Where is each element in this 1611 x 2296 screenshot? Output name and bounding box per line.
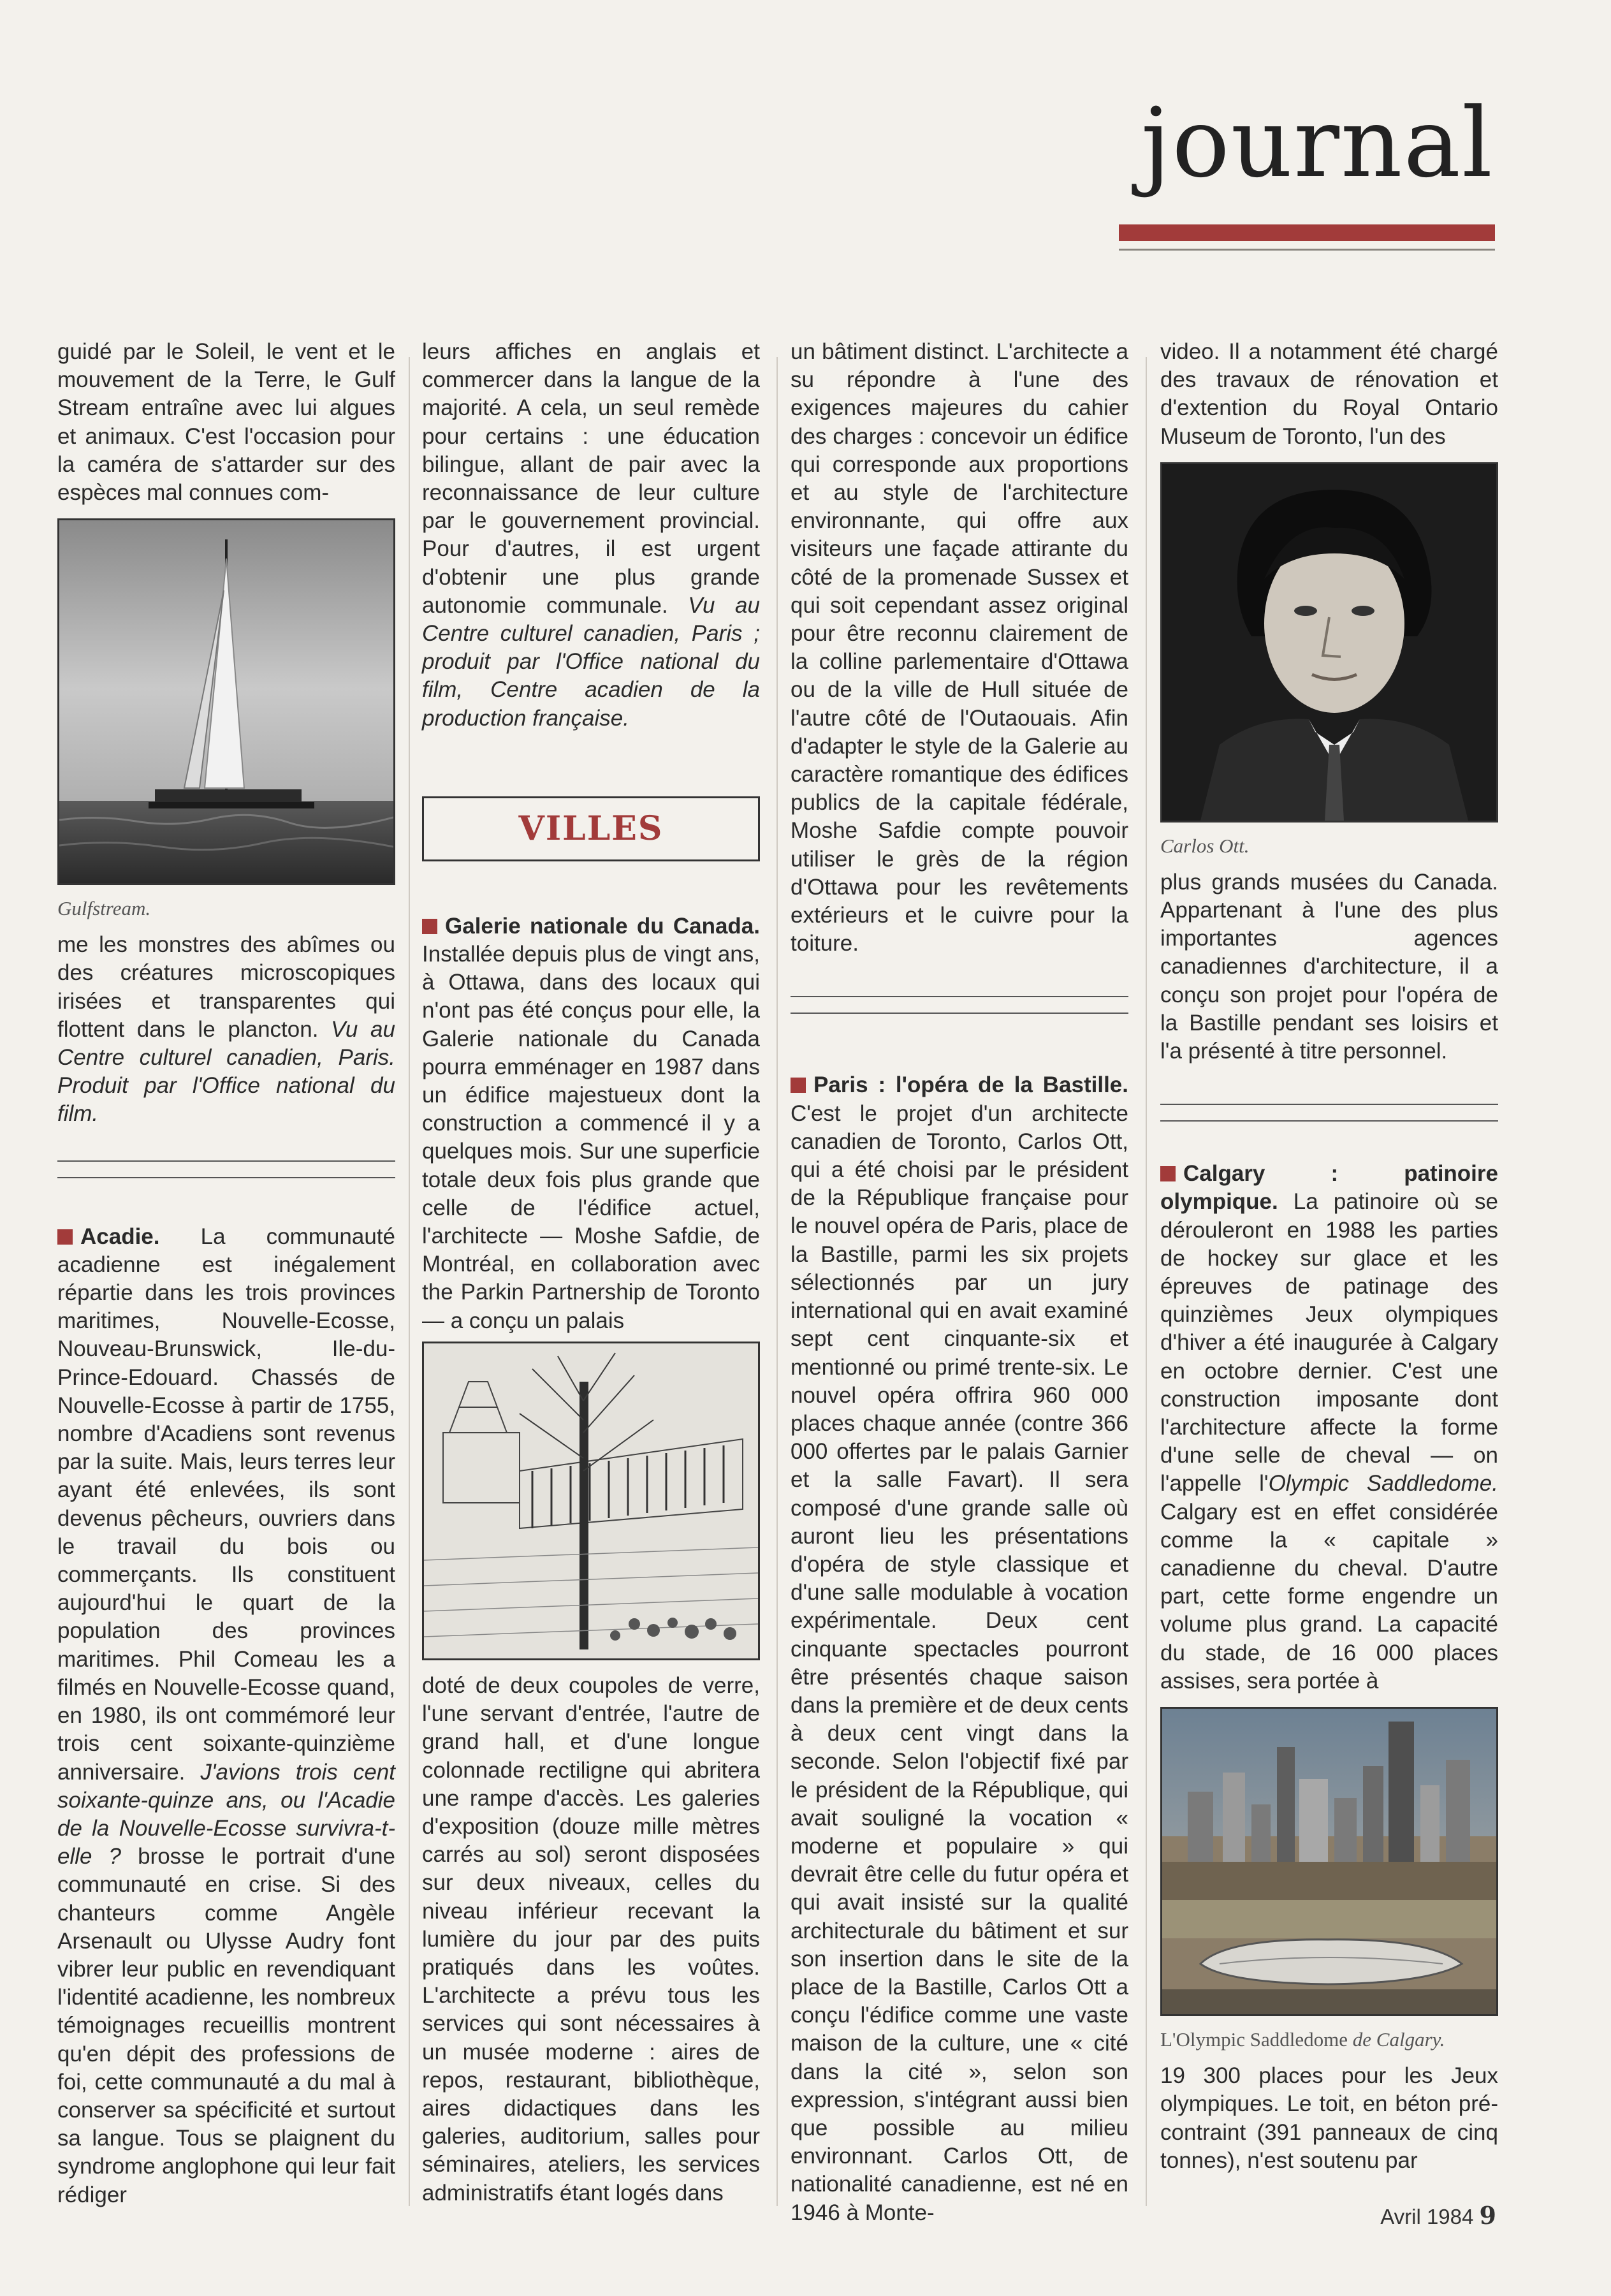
- article-calgary: Calgary : patinoire olympique. La patinoire où se dérouleront en 1988 les parties de hockey sur glace et les épreuves de patinage des quinzièmes Jeux olympiques d'hiver a été inaugurée à Calgary en octobre dernier. C'est une construction imposante dont l'architecture affecte la forme d'une selle de cheval — on l'appelle l'Olympic Saddledome. Calgary est en effet considérée comme la « capitale » canadienne du cheval. D'autre part, cette forme engendre un volume plus grand. La capacité du stade, de 16 000 places assises, sera portée à: [1160, 1161, 1498, 1693]
- masthead-red-rule: [1119, 224, 1495, 241]
- paragraph: 19 300 places pour les Jeux olympiques. Le toit, en béton pré-contraint (391 panneaux de cinq tonnes), n'est soutenu par: [1160, 2063, 1498, 2173]
- article-galerie: Galerie nationale du Canada. Installée depuis plus de vingt ans, à Ottawa, dans des locaux qui n'ont pas été conçus pour elle, la Galerie nationale du Canada pourra emménager en 1987 dans un édifice majestueux dont la construction a commencé il y a quelques mois. Sur une superficie totale deux fois plus grande que celle de l'édifice actuel, l'architecte — Moshe Safdie, de Montréal, en collaboration avec the Parkin Partnership de Toronto — a conçu un palais: [422, 913, 760, 1333]
- article-paris: Paris : l'opéra de la Bastille. C'est le projet d'un architecte canadien de Toronto, Carlos Ott, qui a été choisi par le président de la République française pour le nouvel opéra de Paris, place de la Bastille, parmi les six projets sélectionnés par un jury international qui en avait examiné sept cent cinquante-six et mentionné ou primé trente-six. Le nouvel opéra offrira 960 000 places chaque année (contre 366 000 offertes par le palais Garnier et la salle Favart). Il sera composé d'une grande salle où auront lieu les présentations d'opéra de style classique et d'une salle modulable à vocation expérimentale. Deux cent cinquante spectacles pourront être présentés chaque saison dans la première et de deux cents à deux cent vingt dans la seconde. Selon l'objectif fixé par le président de la République, qui avait souligné la vocation « moderne et populaire » qui devrait être celle du futur opéra et qui avait insisté sur la qualité architecturale du bâtiment et sur son insertion dans le site de la place de la Bastille, Carlos Ott a conçu l'édifice comme une vaste maison de la culture, une « cité dans la cité », selon son expression, s'intégrant aussi bien que possible au milieu environnant. Carlos Ott, de nationalité canadienne, est né en 1946 à Monte-: [791, 1072, 1128, 2225]
- column-divider: [1146, 357, 1147, 2206]
- masthead-thin-rule: [1119, 249, 1495, 251]
- paragraph: plus grands musées du Canada. Appartenant à l'une des plus importantes agences canadiennes d'architecture, il a conçu son projet pour l'opéra de la Bastille pendant ses loisirs et l'a présenté à titre personnel.: [1160, 869, 1498, 1064]
- section-divider: [791, 996, 1128, 1014]
- square-bullet-icon: [1160, 1166, 1176, 1181]
- section-divider: [1160, 1104, 1498, 1122]
- section-heading-villes: VILLES: [422, 796, 760, 861]
- column-3: [791, 338, 1128, 2227]
- photo-caption: L'Olympic Saddledome de Calgary.: [1160, 2028, 1445, 2051]
- paragraph: leurs affiches en anglais et commercer dans la langue de la majorité. A cela, un seul remède pour certains : une éducation bilingue, allant de pair avec la reconnaissance de leur culture par le gouvernement provincial. Pour d'autres, il est urgent d'obtenir une plus grande autonomie communale. Vu au Centre culturel canadien, Paris ; produit par l'Office national du film, Centre acadien de la production française.: [422, 339, 760, 731]
- column-divider: [776, 357, 778, 2206]
- section-divider: [57, 1160, 395, 1178]
- paragraph: video. Il a notamment été chargé des travaux de rénovation et d'extention du Royal Ontario Museum de Toronto, l'un des: [1160, 339, 1498, 449]
- square-bullet-icon: [57, 1229, 73, 1245]
- square-bullet-icon: [422, 919, 437, 934]
- paragraph: me les monstres des abîmes ou des créatures microscopiques irisées et transparentes qui flottent dans le plancton. Vu au Centre culturel canadien, Paris. Produit par l'Office national du film.: [57, 932, 395, 1127]
- photo-caption: Carlos Ott.: [1160, 834, 1250, 857]
- paragraph: guidé par le Soleil, le vent et le mouvement de la Terre, le Gulf Stream entraîne avec lui algues et animaux. C'est l'occasion pour la caméra de s'attarder sur des espèces mal connues com-: [57, 339, 395, 506]
- page-number: 9: [1479, 2201, 1496, 2230]
- column-4: [1160, 338, 1498, 2175]
- square-bullet-icon: [791, 1078, 806, 1093]
- issue-date: Avril 1984: [1380, 2205, 1474, 2228]
- column-2: [422, 338, 760, 2207]
- paragraph: doté de deux coupoles de verre, l'une servant d'entrée, l'autre de grand hall, et d'une longue colonnade rectiligne qui abritera une rampe d'accès. Les galeries d'exposition (douze mille mètres carrés au sol) seront disposées sur deux niveaux, celles du niveau inférieur recevant la lumière du jour par des puits pratiqués dans les voûtes. L'architecte a prévu tous les services qui sont nécessaires à un musée moderne : aires de repos, restaurant, bibliothèque, aires didactiques dans les galeries, auditorium, salles pour séminaires, ateliers, les services administratifs étant logés dans: [422, 1672, 760, 2205]
- article-acadie: Acadie. La communauté acadienne est inégalement répartie dans les trois provinces maritimes, Nouvelle-Ecosse, Nouveau-Brunswick, Ile-du-Prince-Edouard. Chassés de Nouvelle-Ecosse à partir de 1755, nombre d'Acadiens sont revenus par la suite. Mais, leurs terres leur ayant été enlevées, ils sont devenus pêcheurs, ouvriers dans le travail du bois ou commerçants. Ils constituent aujourd'hui le quart de la population des provinces maritimes. Phil Comeau les a filmés en Nouvelle-Ecosse quand, en 1980, ils ont commémoré leur trois cent soixante-quinzième anniversaire. J'avions trois cent soixante-quinze ans, ou l'Acadie de la Nouvelle-Ecosse survivra-t-elle ? brosse le portrait d'une communauté en crise. Si des chanteurs comme Angèle Arsenault ou Ulysse Audry font vibrer leur public en revendiquant l'identité acadienne, les nombreux témoignages recueillis montrent qu'en dépit des professions de foi, cette communauté a du mal à conserver sa spécificité et surtout sa langue. Tous se plaignent du syndrome anglophone qui leur fait rédiger: [57, 1224, 396, 2207]
- page-folio: [1380, 2201, 1496, 2230]
- masthead-title: journal: [1141, 88, 1494, 199]
- paragraph: un bâtiment distinct. L'architecte a su répondre à l'une des exigences majeures du cahier des charges : concevoir un édifice qui corresponde aux proportions et au style de l'architecture environnante, qui offre aux visiteurs une façade attirante du côté de la promenade Sussex et qui soit cependant assez original pour être reconnu clairement de la colline parlementaire d'Ottawa ou de la ville de Hull située de l'autre côté de l'Outaouais. Afin d'adapter le style de la Galerie au caractère romantique des édifices publics de la capitale fédérale, Moshe Safdie compte pouvoir utiliser le grès de la région d'Ottawa pour les revêtements extérieurs et le cuivre pour la toiture.: [791, 339, 1128, 956]
- saddledome-photo: [1160, 1707, 1498, 2016]
- column-divider: [409, 357, 410, 2206]
- column-1: [57, 338, 395, 2209]
- carlos-ott-portrait: [1160, 462, 1498, 823]
- galerie-drawing: [422, 1342, 760, 1660]
- photo-caption: Gulfstream.: [57, 897, 151, 920]
- gulfstream-photo: [57, 518, 395, 885]
